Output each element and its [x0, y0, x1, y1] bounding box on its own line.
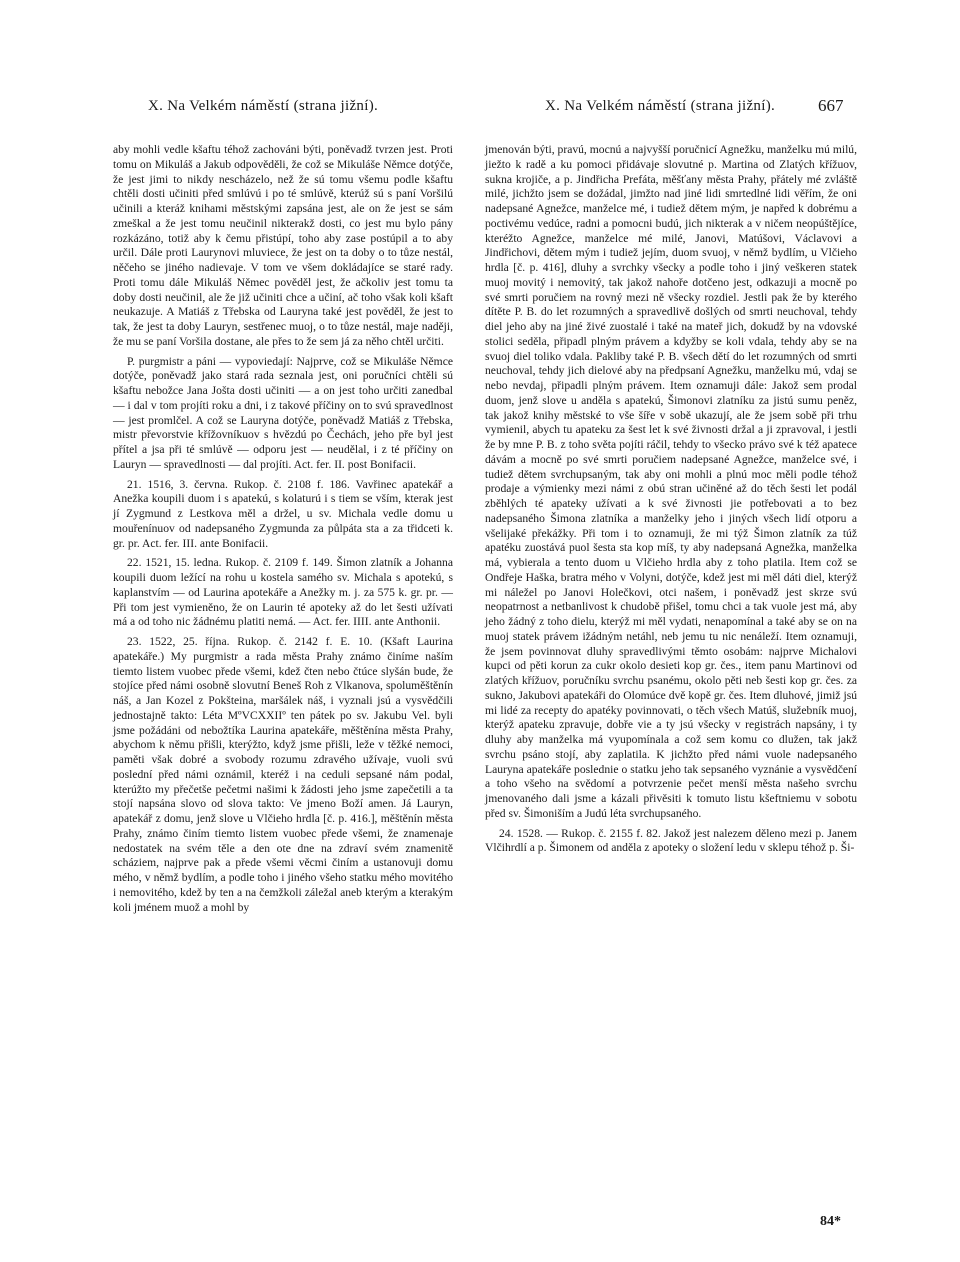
right-column [485, 143, 857, 861]
left-column [113, 143, 453, 920]
paragraph: P. purgmistr a páni — vypoviedají: Najprve, což se Mikuláše Němce dotýče, poněvadž jako stará rada seznala jest, oni poručníci chtěli sú kšaftu nebožce Jana Jošta dosti učiniti — a on jest toho určiti zanedbal — i dal v tom projíti roku a dni, i z takové příčiny on to svú spravedlnost — jest promlčel. A což se Lauryna dotýče, poněvadž Matiáš z Třebska, mistr převorstvie křížovníkuov s hvězdú po Čechách, jeho pře byl jest přítel a jsa při té smlúvě — odporu jest — neudělal, i z té příčiny on Lauryn — spravedlnosti — dal projíti. Act. fer. II. post Bonifacii. [113, 354, 453, 471]
paragraph: 23. 1522, 25. října. Rukop. č. 2142 f. E. 10. (Kšaft Laurina apatekáře.) My purgmistr a rada města Prahy známo činíme naším tiemto listem vuobec přede všemi, kdež čten nebo čtúce slyšán bude, že stojíce před námi osobně slovutní Beneš Roh z Vlkanova, spoluměštěnín náš, a Jan Kozel z Pokšteina, maršálek náš, i vyznali jsú a vysvědčili jednostajně takto: Léta MºVCXXIIº ten pátek po sv. Jakubu Vel. byli jsme požádáni od nebožtíka Laurina apatekáře, měštěnína města Prahy, abychom k němu přišli, kterýžto, když jsme přišli, leže v těžké nemoci, paměti však dobré a svobody rozumu zdravého užívaje, vuoli svú poslední před námi oznámil, kteréž i na ceduli sepsané nám podal, kterúžto my přečetše pečetmi našimi k žádosti jeho jsme zapečetili a ta stojí napsána slovo od slova takto: Ve jmeno Boží amen. Já Lauryn, apatekář z domu, jenž slove u Vlčieho hrdla [č. p. 416.], měštěnín města Prahy, známo činím tiemto listem vuobec přede všemi, že znamenaje nedostatek na svém těle a den ote dne na zdraví svém znamenitě scháziem, najprve pak a přede všemi věcmi činím a ustanovuji domu mého, v němž bydlím, a podle toho i jiného všeho statku mého movitého i nemovitého, kdež by ten a na čemžkoli záležal aneb kterým a kterakým koli jménem muož a mohl by [113, 635, 453, 914]
page-number: 667 [818, 96, 844, 115]
paragraph: 22. 1521, 15. ledna. Rukop. č. 2109 f. 149. Šimon zlatník a Johanna koupili duom ležící na rohu u kostela samého sv. Michala s apotekú, s kaplanstvím — od Laurina apotekáře a Anežky m. j. za 575 k. gr. pr. — Při tom jest vymieněno, že on Laurin té apoteky až do let šesti užívati má a od toho nic žádnému platiti nemá. — Act. fer. IIII. ante Anthonii. [113, 556, 453, 629]
running-head-right: X. Na Velkém náměstí (strana jižní). [545, 98, 776, 114]
paragraph: 24. 1528. — Rukop. č. 2155 f. 82. Jakož jest nalezem děleno mezi p. Janem Vlčihrdlí a p. Šimonem od anděla z apoteky o složení ledu v sklepu téhož p. Ši- [485, 826, 857, 855]
running-head-left: X. Na Velkém náměstí (strana jižní). [148, 98, 379, 114]
paragraph: 21. 1516, 3. června. Rukop. č. 2108 f. 186. Vavřinec apatekář a Anežka koupili duom i s apatekú, s kolaturú i s tiem se vším, kterak jest jí Zygmund z Lestkova měl a držel, u sv. Michala vedle domu u mouřenínuov od nadepsaného Zygmunda za půlpáta sta a za třidceti k. gr. pr. Act. fer. III. ante Bonifacii. [113, 477, 453, 550]
paragraph: aby mohli vedle kšaftu téhož zachováni býti, poněvadž tvrzen jest. Proti tomu on Mikuláš a Jakub odpověděli, že což se Mikuláše Němce dotýče, že jest jimi to nikdy nescházelo, než že sú tomu všemu podle kšaftu chtěli dosti učiniti před smlúvú i po té smlúvě, kterúž sú s paní Voršilú učinili a kteráž knihami městskými zapsána jest, ale on že jest se sám zmeškal a že jest tomu neučinil nikterakž dosti, co jest mu bylo pány rozkázáno, totiž aby k čemu přistúpí, toho aby zase postúpil a to aby určil. Dále proti Laurynovi mluviece, že jest on ta doby o to tůze nestál, něčeho se jiného nadievaje. V tom ve všem dokládajíce se staré rady. Proti tomu dále Mikuláš Němec pověděl jest, že ačkoliv jest tomu ta doby dosti neučinil, ale že již učiniti chce a učiní, ač toho však koli kšaft neukazuje. A Matiáš z Třebska od Lauryna také jest pověděl, že jest to tak, že jest ta doby Lauryn, sestřenec muoj, o to tůze nestál, maje naději, že mu se paní Voršila dostane, ale přes to že sem já za něho chtěl určiti. [113, 143, 453, 348]
signature-mark: 84* [820, 1214, 841, 1229]
paragraph: jmenován býti, pravú, mocnú a najvyšší poručnicí Agnežku, manželku mú milú, jiežto k radě a ku pomoci přidávaje slovutné p. Martina od Zlatých křížuov, sukna krojiče, a p. Jindřicha Prefáta, měšťany města Prahy, přátely mé zvláště milé, jichžto jsem se dožádal, jimžto nad jiné lidi smrtedlné lidi věřím, že oni nadepsané Agnežce, manželce mé, i tudiež dětem mým, je napřed k dobrému a poctivému vedúce, radni a pomocni budú, jich nikterak a v ničem neopúštějíce, kteréžto Agnežce, manželce mé milé, Janovi, Matúšovi, Václavovi a Jindřichovi, dětem mým i tudiež jejím, duom svuoj, v němž bydlím, u Vlčieho hrdla [č. p. 416], dluhy a svrchky všecky a podle toho i jiný veškeren statek muoj movitý i nemovitý, tak jakož nahoře dotčeno jest, odkazuji a mocně po své smrti poručiem na rovný mezi ně všecky rozdiel. Jestli pak že by kterého dítěte P. B. do let rozumných a spravedlivě došlých od smrti neuchoval, tehdy diel jeho aby na jiné živé zuostalé i také na mateř jich, dokudž by na vdovské stolici seděla, připadl plným právem a kdyžby se koli vdala, tehdy aby se na svuoj diel toliko vdala. Pakliby také P. B. všech dětí do let rozumných od smrti neuchoval, tehdy jich dielové aby na předpsaní Agnežku, manželku mú, vdaj se nebo nevdaj, připadli plným právem. Item oznamuji dále: Jakož sem prodal duom, jenž slove u anděla s apatekú, Šimonovi zlatníku za jistú sumu peněz, tak jakož knihy městské to vše šíře v sobě ukazují, ale že jsem sobě při trhu vymienil, abych tu apateku za šest let k své živnosti držal a ji zpravoval, i jestli že by mne P. B. z toho světa pojíti ráčil, tehdy to všecko právo své k též apatece dávám a mocně po své smrti poručiem nadepsané Agnežce, manželce své, i tudiež dětem svrchupsaným, tak aby oni mohli a plnú moc měli podle téhož prodaje a výmienky mezi námi z obú stran učiněné až do těch šesti let podál zběhlých té apateky užívati a k své živnosti jie potřebovati a to bez nadepsaného Šimona zlatníka a manželky jeho i jiných všech lidí otporu a všelijaké překážky. Při tom i to oznamuji, že mi týž Šimon zlatník za túž apatéku zuostává puol šesta sta kop míš, ty aby nadepsaná Agnežka, manželka má, vybierala a tento duom u Vlčieho hrdla aby z toho platila. Item což se Ondřeje Haška, bratra mého v Volyni, dotýče, kdež jest mi měl dáti diel, kterýž mi náležel po Janovi Holečkovi, otci našem, i poněvadž jest skrze svú neopatrnost a netbanlivost k chudobě přišel, tomu chci a tak vuole jest má, aby jeho žádný z toho dielu, kterýž mi měl vydati, nenapomínal a také aby se on na muoj statek právem ižádným netáhl, neb jemu tu nic nenáleží. Item oznamuji, že jsem povinnovat dluhy spravedlivými těmto osobám: najprve Michalovi kupci od pěti korun za cukr okolo desieti kop gr. čes., item panu Martinovi od zlatých křížuov, poručníku svrchu psanému, okolo pěti neb šesti kop gr. čes. za sukno, Jakubovi apatekáři do Olomúce dvě kopě gr. čes. Item dluhové, jimiž jsú mi lidé za recepty do apatéky povinnovati, o těch všech Matúš, služebník muoj, kterýž apateku zpravuje, dobře vie a ty jsú všecky v registrách napsány, i ty dluhy aby manželka má vyupomínala a což sem komu co dlužen, tak jakž svrchu psáno stojí, aby zaplatila. K jichžto před námi vuole nadepsaného Lauryna apatekáře poslednie o statku jeho tak sepsaného vyznánie a vysvědčení a toho všeho na svědomí a potvrzenie pečet menší města našeho svrchu jmenovaného dali jsme a kázali přivěsiti k tomuto listu kšeftniemu v sobotu před sv. Šimoniším a Judú léta svrchupsaného. [485, 143, 857, 820]
